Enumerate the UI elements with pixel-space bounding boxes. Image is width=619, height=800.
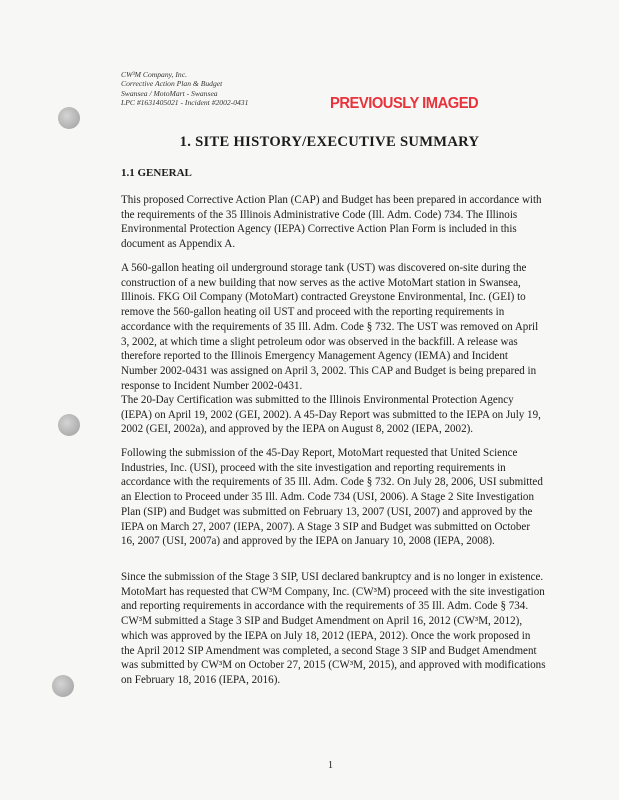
header-incident: LPC #1631405021 - Incident #2002-0431 [121,98,249,108]
punch-hole [58,414,80,436]
punch-hole [58,107,80,129]
subsection-title: 1.1 GENERAL [121,167,192,179]
paragraph: The 20-Day Certification was submitted to the Illinois Environmental Protection Agency (IEPA) on April 19, 2002 (GEI, 2002). A 45-Day Report was submitted to the IEPA on July 19, 2002 (GEI, 2002a), and approved by the IEPA on August 8, 2002 (IEPA, 2002). [121,394,541,436]
previously-imaged-stamp: PREVIOUSLY IMAGED [330,95,479,112]
paragraph: Since the submission of the Stage 3 SIP, USI declared bankruptcy and is no longer in existence. MotoMart has requested that CW³M Company, Inc. (CW³M) proceed with the site investigation and reporting requirements in accordance with the requirements of 35 Ill. Adm. Code § 734. CW³M submitted a Stage 3 SIP and Budget Amendment on April 16, 2012 (CW³M, 2012), which was approved by the IEPA on July 18, 2012 (IEPA, 2012). Once the work proposed in the April 2012 SIP Amendment was completed, a second Stage 3 SIP and Budget Amendment was submitted by CW³M on October 27, 2015 (CW³M, 2015), and approved with modifications on February 18, 2016 (IEPA, 2016). [121,571,546,686]
header-document-type: Corrective Action Plan & Budget [121,79,223,89]
page-number: 1 [328,760,333,771]
paragraph: Following the submission of the 45-Day Report, MotoMart requested that United Science Industries, Inc. (USI), proceed with the site investigation and reporting requirements in accordance with the requirements of 35 Ill. Adm. Code § 732. On July 28, 2006, USI submitted an Election to Proceed under 35 Ill. Adm. Code 734 (USI, 2006). A Stage 2 Site Investigation Plan (SIP) and Budget was submitted on February 13, 2007 (USI, 2007) and approved by the IEPA on March 27, 2007 (IEPA, 2007). A Stage 3 SIP and Budget was submitted on October 16, 2007 (USI, 2007a) and approved by the IEPA on January 10, 2008 (IEPA, 2008). [121,447,543,548]
section-title: 1. SITE HISTORY/EXECUTIVE SUMMARY [179,134,480,150]
header-site: Swansea / MotoMart - Swansea [121,88,218,98]
paragraph: A 560-gallon heating oil underground storage tank (UST) was discovered on-site during the construction of a new building that now serves as the active MotoMart station in Swansea, Illinois. FKG Oil Company (MotoMart) contracted Greystone Environmental, Inc. (GEI) to remove the 560-gallon heating oil UST and proceed with the reporting requirements in accordance with the requirements of 35 Ill. Adm. Code § 732. The UST was removed on April 3, 2002, at which time a slight petroleum odor was observed in the backfill. A release was therefore reported to the Illinois Emergency Management Agency (IEMA) and Incident Number 2002-0431 was assigned on April 3, 2002. This CAP and Budget is being prepared in response to Incident Number 2002-0431. [121,262,539,392]
paragraph: This proposed Corrective Action Plan (CAP) and Budget has been prepared in accordance with the requirements of the 35 Illinois Administrative Code (Ill. Adm. Code) 734. The Illinois Environmental Protection Agency (IEPA) Corrective Action Plan Form is included in this document as Appendix A. [121,194,542,251]
header-company: CW³M Company, Inc. [121,70,187,79]
document-header [121,70,248,108]
punch-hole [52,675,74,697]
